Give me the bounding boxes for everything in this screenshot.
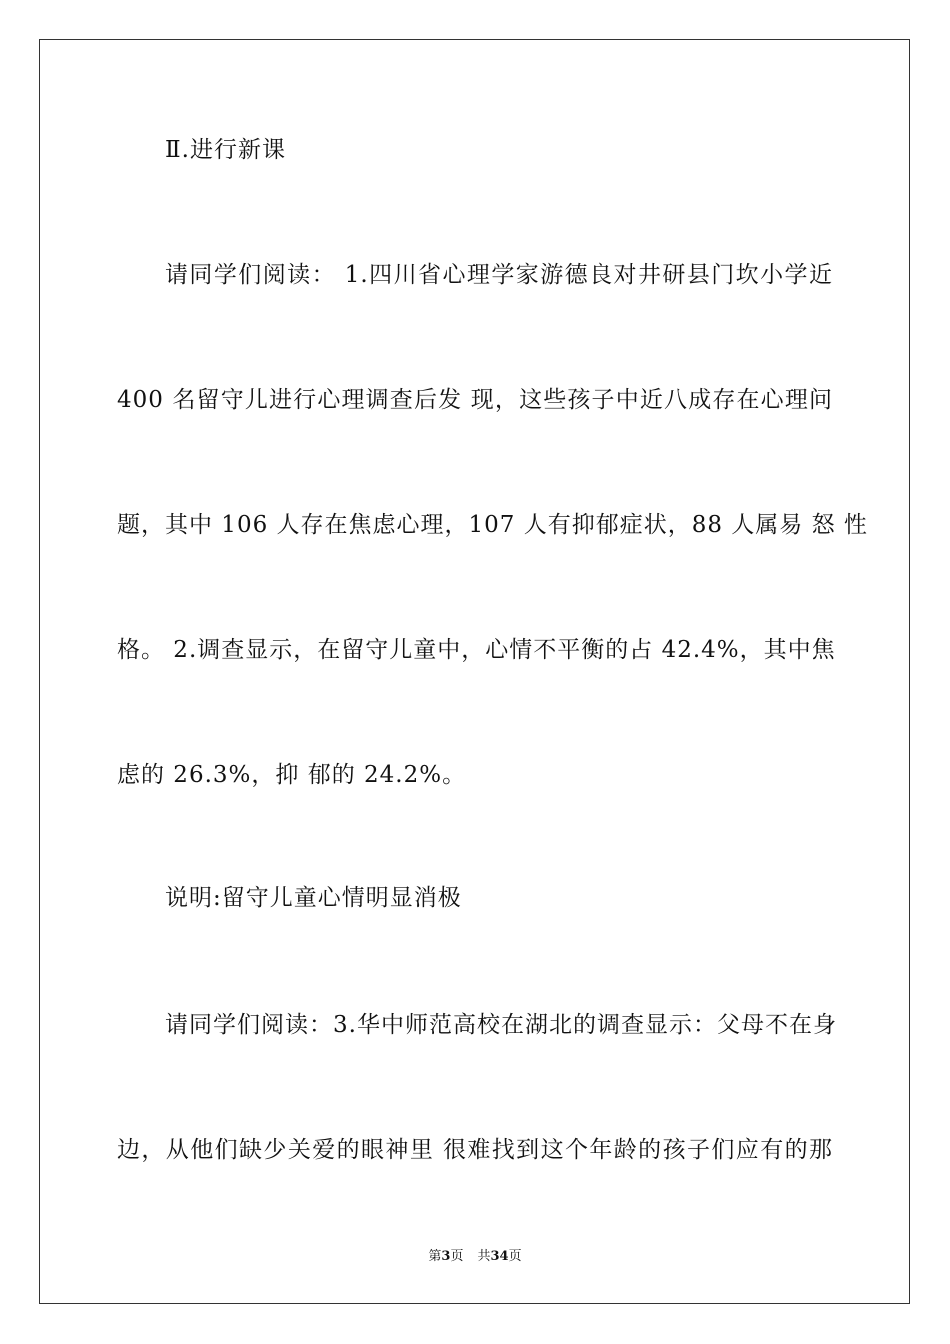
footer-total-suffix: 页 <box>508 1249 522 1264</box>
footer-page-suffix: 页 <box>450 1249 464 1264</box>
paragraph-line-7: 请同学们阅读：3.华中师范高校在湖北的调查显示：父母不在身 <box>165 1012 837 1038</box>
footer-total-prefix: 共 <box>477 1249 491 1264</box>
section-heading: Ⅱ.进行新课 <box>165 137 286 163</box>
paragraph-line-5: 虑的 26.3%，抑 郁的 24.2%。 <box>117 762 467 788</box>
footer-page-total: 34 <box>490 1249 509 1264</box>
explanation-line: 说明:留守儿童心情明显消极 <box>165 885 462 911</box>
paragraph-line-3: 题，其中 106 人存在焦虑心理，107 人有抑郁症状，88 人属易 怒 性 <box>117 512 868 538</box>
paragraph-line-8: 边，从他们缺少关爱的眼神里 很难找到这个年龄的孩子们应有的那 <box>117 1137 833 1163</box>
paragraph-line-4: 格。 2.调查显示，在留守儿童中，心情不平衡的占 42.4%，其中焦 <box>117 637 836 663</box>
footer-page-prefix: 第 <box>428 1249 442 1264</box>
paragraph-line-1: 请同学们阅读： 1.四川省心理学家游德良对井研县门坎小学近 <box>165 262 833 288</box>
footer-page-current: 3 <box>441 1249 451 1264</box>
paragraph-line-2: 400 名留守儿进行心理调查后发 现，这些孩子中近八成存在心理问 <box>117 387 833 413</box>
page-frame <box>39 39 910 1304</box>
page-footer <box>0 1248 950 1266</box>
